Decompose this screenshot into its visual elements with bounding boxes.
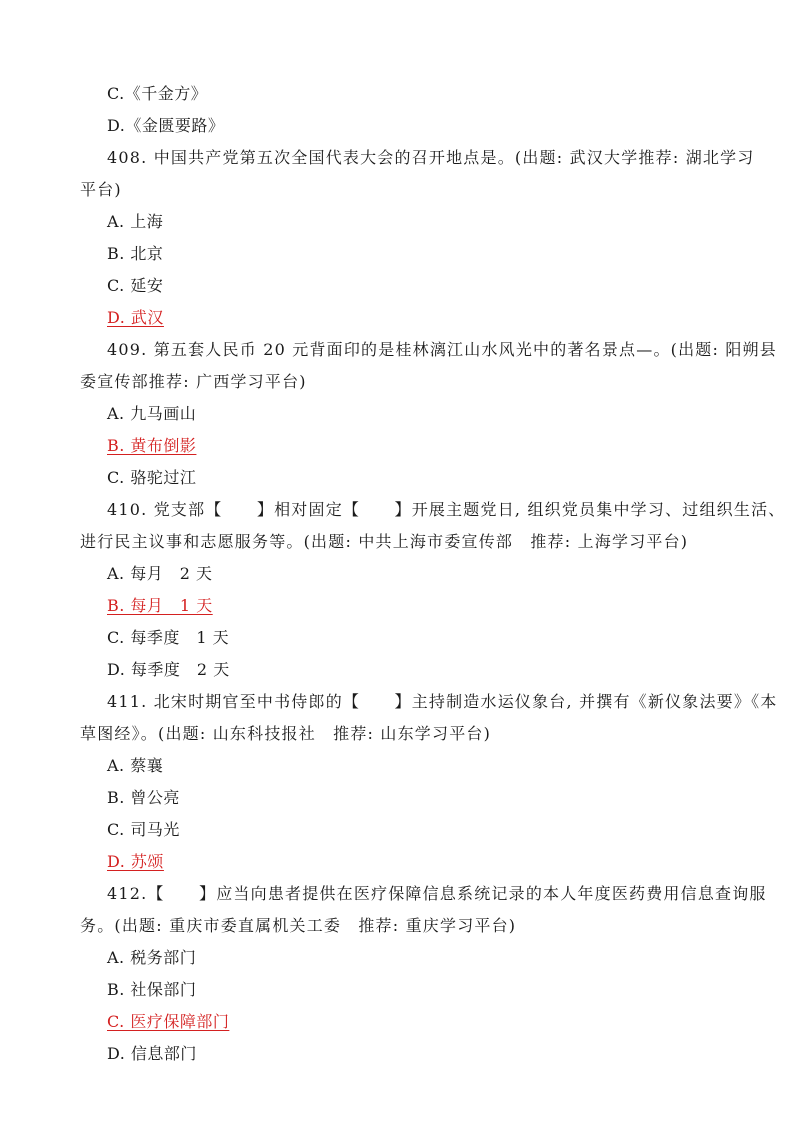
option-b-q410-correct: B. 每月 1 天 [107,596,213,615]
question-411: 411. 北宋时期官至中书侍郎的【 】主持制造水运仪象台, 并撰有《新仪象法要》《本 [107,692,778,711]
option-c-q410: C. 每季度 1 天 [107,628,230,647]
option-c-q409: C. 骆驼过江 [107,468,197,487]
option-b-q408: B. 北京 [107,244,164,263]
option-d-q410: D. 每季度 2 天 [107,660,230,679]
option-a-q411: A. 蔡襄 [107,756,164,775]
question-409: 409. 第五套人民币 20 元背面印的是桂林漓江山水风光中的著名景点—。(出题: 阳朔县 [107,340,777,359]
option-a-q412: A. 税务部门 [107,948,197,967]
question-411-cont: 草图经》。(出题: 山东科技报社 推荐: 山东学习平台) [80,724,492,743]
question-408: 408. 中国共产党第五次全国代表大会的召开地点是。(出题: 武汉大学推荐: 湖北学习 [107,148,755,167]
option-b-q409-correct: B. 黄布倒影 [107,436,197,455]
option-d-q412: D. 信息部门 [107,1044,197,1063]
option-b-q411: B. 曾公亮 [107,788,180,807]
question-410-cont: 进行民主议事和志愿服务等。(出题: 中共上海市委宣传部 推荐: 上海学习平台) [80,532,689,551]
option-d-q408-correct: D. 武汉 [107,308,164,327]
question-409-cont: 委宣传部推荐: 广西学习平台) [80,372,307,391]
question-412: 412.【 】应当向患者提供在医疗保障信息系统记录的本人年度医药费用信息查询服 [107,884,767,903]
option-c-q408: C. 延安 [107,276,164,295]
option-d-q411-correct: D. 苏颂 [107,852,164,871]
option-c-q411: C. 司马光 [107,820,180,839]
option-a-q408: A. 上海 [107,212,164,231]
option-a-q409: A. 九马画山 [107,404,197,423]
option-a-q410: A. 每月 2 天 [107,564,213,583]
option-c-q407: C.《千金方》 [107,84,208,103]
question-408-cont: 平台) [80,180,122,199]
question-412-cont: 务。(出题: 重庆市委直属机关工委 推荐: 重庆学习平台) [80,916,517,935]
question-410: 410. 党支部【 】相对固定【 】开展主题党日, 组织党员集中学习、过组织生活、 [107,500,786,519]
option-c-q412-correct: C. 医疗保障部门 [107,1012,230,1031]
option-b-q412: B. 社保部门 [107,980,197,999]
option-d-q407: D.《金匮要路》 [107,116,225,135]
